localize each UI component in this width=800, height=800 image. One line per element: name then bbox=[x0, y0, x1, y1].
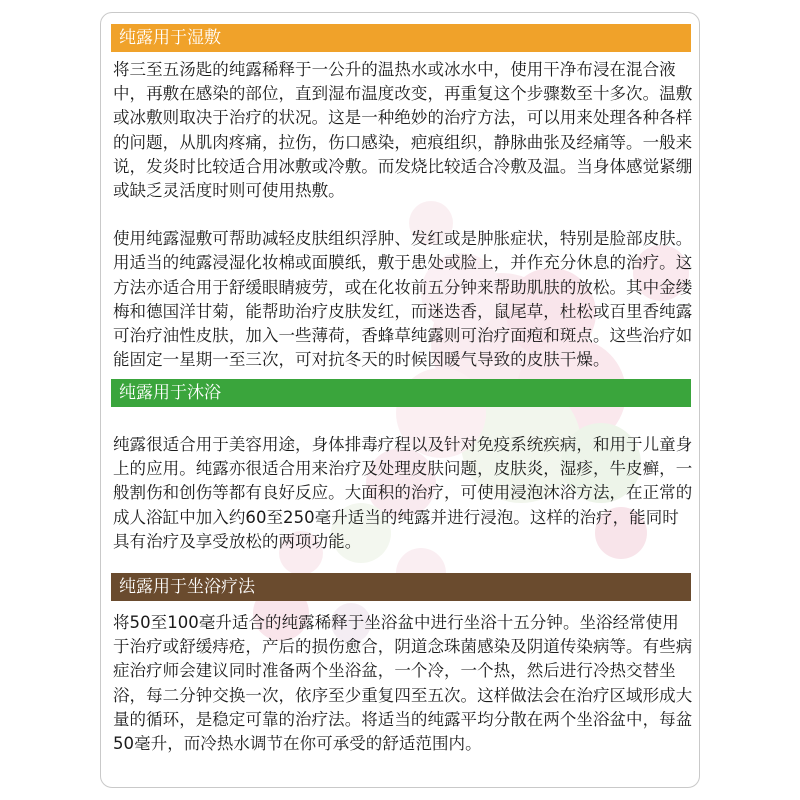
paragraph: 将三至五汤匙的纯露稀释于一公升的温热水或冰水中，使用干净布浸在混合液中，再敷在感染的部位，直到湿布温度改变，再重复这个步骤数至十多次。温敷或冰敷则取决于治疗的状况。这是一种绝妙的治疗方法，可以用来处理各种各样的问题，从肌肉疼痛，拉伤，伤口感染，疤痕组织，静脉曲张及经痛等。一般来说，发炎时比较适合用冰敷或冷敷。而发烧比较适合冷敷及温。当身体感觉紧绷或缺乏灵活度时则可使用热敷。 bbox=[113, 60, 693, 201]
paragraph: 纯露很适合用于美容用途，身体排毒疗程以及针对免疫系统疾病，和用于儿童身上的应用。纯露亦很适合用来治疗及处理皮肤问题，皮肤炎，湿疹，牛皮癣，一般割伤和创伤等都有良好反应。大面积的治疗，可使用浸泡沐浴方法，在正常的成人浴缸中加入约60至250毫升适当的纯露并进行浸泡。这样的治疗，能同时具有治疗及享受放松的两项功能。 bbox=[113, 435, 693, 551]
section-header-wet-compress bbox=[111, 24, 691, 52]
section-title: 纯露用于沐浴 bbox=[119, 383, 221, 403]
section-body-bath bbox=[113, 433, 693, 554]
content-card bbox=[100, 12, 700, 788]
section-header-bath bbox=[111, 379, 691, 407]
section-title: 纯露用于湿敷 bbox=[119, 28, 221, 48]
paragraph: 将50至100毫升适合的纯露稀释于坐浴盆中进行坐浴十五分钟。坐浴经常使用于治疗或舒缓痔疮，产后的损伤愈合，阴道念珠菌感染及阴道传染病等。有些病症治疗师会建议同时准备两个坐浴盆，一个冷，一个热，然后进行冷热交替坐浴，每二分钟交换一次，依序至少重复四至五次。这样做法会在治疗区域形成大量的循环，是稳定可靠的治疗法。将适当的纯露平均分散在两个坐浴盆中，每盆50毫升，而冷热水调节在你可承受的舒适范围内。 bbox=[113, 613, 693, 754]
paragraph: 使用纯露湿敷可帮助减轻皮肤组织浮肿、发红或是肿胀症状，特别是脸部皮肤。用适当的纯露浸湿化妆棉或面膜纸，敷于患处或脸上，并作充分休息的治疗。这方法亦适合用于舒缓眼睛疲劳，或在化妆前五分钟来帮助肌肤的放松。其中金缕梅和德国洋甘菊，能帮助治疗皮肤发红，而迷迭香，鼠尾草，杜松或百里香纯露可治疗油性皮肤，加入一些薄荷，香蜂草纯露则可治疗面疱和斑点。这些治疗如能固定一星期一至三次，可对抗冬天的时候因暖气导致的皮肤干燥。 bbox=[113, 229, 693, 370]
section-body-sitz-bath bbox=[113, 611, 693, 756]
section-header-sitz-bath bbox=[111, 573, 691, 601]
section-title: 纯露用于坐浴疗法 bbox=[119, 577, 255, 597]
section-body-wet-compress bbox=[113, 58, 693, 372]
